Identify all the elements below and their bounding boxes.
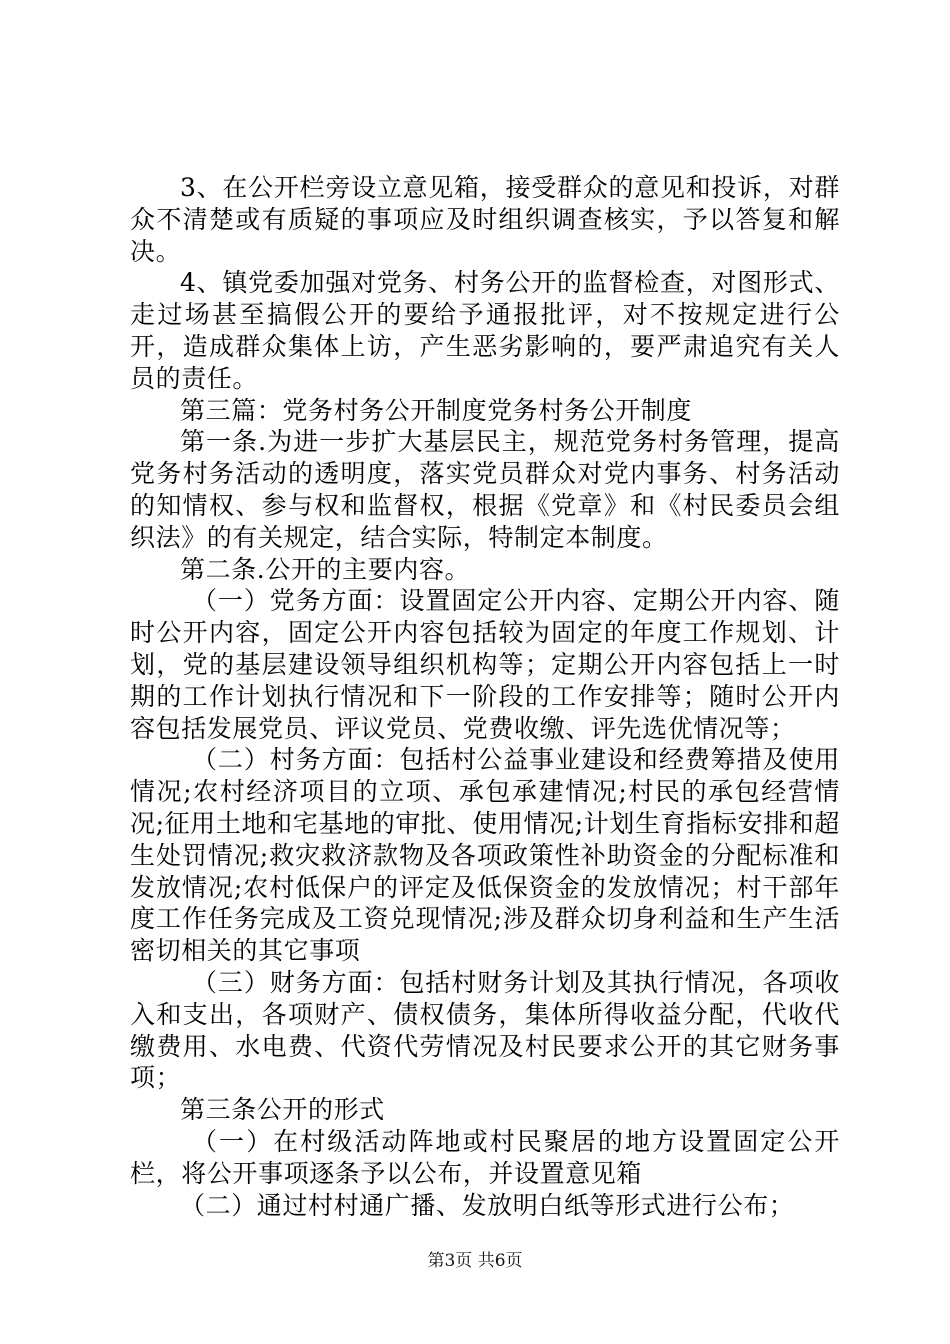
section-heading: 第三篇：党务村务公开制度党务村务公开制度 [180, 395, 693, 425]
article-2-heading: 第二条.公开的主要内容。 [180, 554, 471, 584]
article-1: 第一条.为进一步扩大基层民主，规范党务村务管理，提高党务村务活动的透明度，落实党员群众对党内事务、村务活动的知情权、参与权和监督权，根据《党章》和《村民委员会组织法》的有关规定，结合实际，特制定本制度。 [130, 427, 840, 552]
page-number: 第3页 共6页 [427, 1251, 523, 1271]
article-2-village-affairs: （二）村务方面：包括村公益事业建设和经费筹措及使用情况;农村经济项目的立项、承包承建情况;村民的承包经营情况;征用土地和宅基地的审批、使用情况;计划生育指标安排和超生处罚情况;救灾救济款物及各项政策性补助资金的分配标准和发放情况;农村低保户的评定及低保资金的发放情况；村干部年度工作任务完成及工资兑现情况;涉及群众切身利益和生产生活密切相关的其它事项 [130, 745, 840, 966]
article-3-broadcast: （二）通过村村通广播、发放明白纸等形式进行公布； [180, 1190, 795, 1220]
paragraph-item-3: 3、在公开栏旁设立意见箱，接受群众的意见和投诉，对群众不清楚或有质疑的事项应及时组织调查核实，予以答复和解决。 [130, 173, 840, 266]
article-2-finance: （三）财务方面：包括村财务计划及其执行情况，各项收入和支出，各项财产、债权债务，集体所得收益分配，代收代缴费用、水电费、代资代劳情况及村民要求公开的其它财务事项； [130, 967, 840, 1093]
article-2-party-affairs: （一）党务方面：设置固定公开内容、定期公开内容、随时公开内容，固定公开内容包括较为固定的年度工作规划、计划，党的基层建设领导组织机构等；定期公开内容包括上一时期的工作计划执行情况和下一阶段的工作安排等；随时公开内容包括发展党员、评议党员、党费收缴、评先选优情况等； [130, 586, 840, 743]
article-3-bulletin-board: （一）在村级活动阵地或村民聚居的地方设置固定公开栏，将公开事项逐条予以公布，并设置意见箱 [130, 1126, 840, 1188]
paragraph-item-4: 4、镇党委加强对党务、村务公开的监督检查，对图形式、走过场甚至搞假公开的要给予通报批评，对不按规定进行公开，造成群众集体上访，产生恶劣影响的，要严肃追究有关人员的责任。 [130, 268, 840, 393]
document-body [130, 172, 840, 1221]
article-3-heading: 第三条公开的形式 [180, 1095, 385, 1125]
